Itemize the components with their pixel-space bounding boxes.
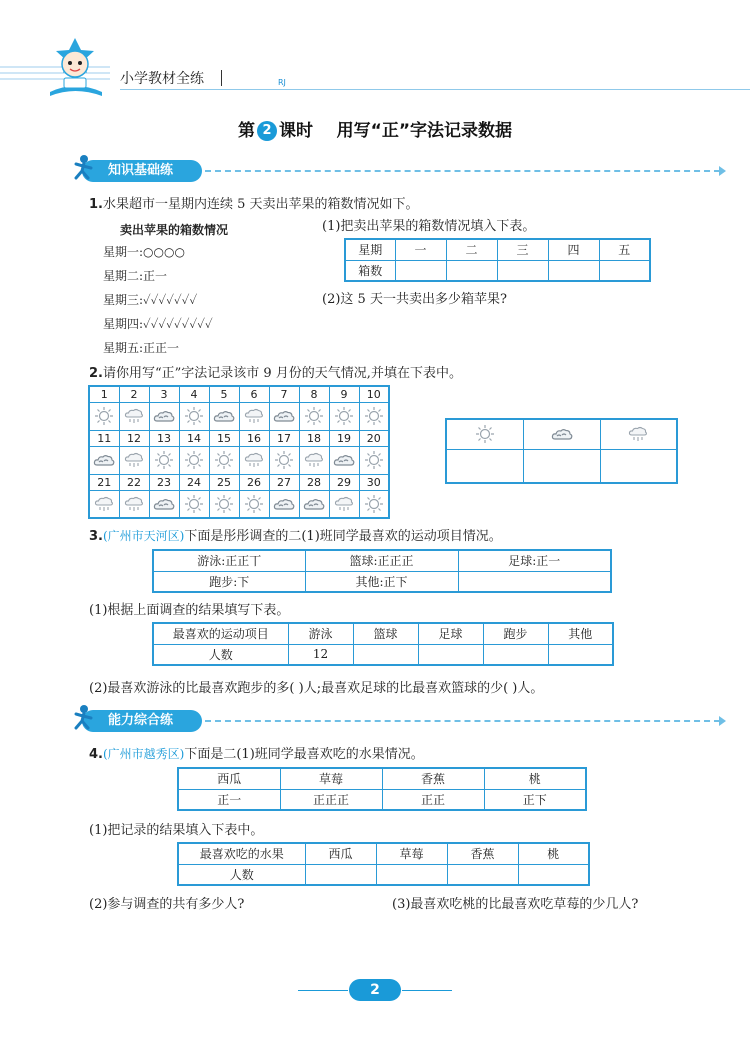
calendar-day-number: 14: [179, 430, 209, 446]
record-day: 星期三:: [103, 293, 144, 307]
record-row: [103, 288, 303, 312]
answer-cell[interactable]: [305, 864, 376, 885]
question-number: 2.: [89, 366, 103, 381]
calendar-day-number: 29: [329, 474, 359, 490]
rainy-icon: [299, 446, 329, 474]
q1-part1: (1)把卖出苹果的箱数情况填入下表。: [322, 219, 536, 234]
q4-part2: (2)参与调查的共有多少人?: [89, 897, 245, 912]
weather-tally-table: [445, 418, 678, 484]
calendar-day-number: 16: [239, 430, 269, 446]
answer-cell: 12: [288, 644, 353, 665]
answer-cell[interactable]: [353, 644, 418, 665]
calendar-day-number: 7: [269, 386, 299, 402]
calendar-day-number: 5: [209, 386, 239, 402]
section-ability-divider: [205, 720, 720, 722]
q3-part2: (2)最喜欢游泳的比最喜欢跑步的多( )人;最喜欢足球的比最喜欢篮球的少( )人。: [89, 681, 544, 696]
q1-answer-table: [344, 238, 651, 282]
calendar-day-number: 15: [209, 430, 239, 446]
sunny-icon: [269, 446, 299, 474]
header-rule: [120, 89, 750, 90]
rainy-icon: [119, 402, 149, 430]
sport-survey-table: [152, 549, 612, 593]
book-title: 小学教材全练: [120, 71, 204, 87]
q4-part1: (1)把记录的结果填入下表中。: [89, 823, 264, 838]
question-text: 请你用写“正”字法记录该市 9 月份的天气情况,并填在下表中。: [102, 366, 462, 381]
cloudy-icon: [149, 490, 179, 518]
q3-answer-table: [152, 622, 614, 666]
question-text: 下面是二(1)班同学最喜欢吃的水果情况。: [184, 747, 424, 762]
answer-cell[interactable]: [599, 260, 650, 281]
footer-line-left: [298, 990, 348, 991]
record-day: 星期一:: [103, 245, 144, 259]
calendar-day-number: 12: [119, 430, 149, 446]
survey-cell: 正下: [484, 789, 586, 810]
rainy-icon: [600, 419, 677, 449]
answer-cell[interactable]: [497, 260, 548, 281]
table-header-cell: 篮球: [353, 623, 418, 644]
calendar-day-number: 11: [89, 430, 119, 446]
table-header-cell: 三: [497, 239, 548, 260]
question-3: [89, 525, 502, 544]
record-row: [103, 240, 303, 264]
rainy-icon: [119, 490, 149, 518]
answer-cell[interactable]: [418, 644, 483, 665]
section-basic-tag: 知识基础练: [82, 160, 202, 182]
page-number: 2: [349, 979, 401, 1001]
rainy-icon: [239, 402, 269, 430]
question-source: (广州市越秀区): [102, 747, 185, 761]
answer-cell[interactable]: [447, 864, 518, 885]
calendar-day-number: 25: [209, 474, 239, 490]
sunny-icon: [359, 490, 389, 518]
question-text: 下面是彤彤调查的二(1)班同学最喜欢的运动项目情况。: [184, 529, 502, 544]
calendar-day-number: 8: [299, 386, 329, 402]
question-4: [89, 743, 424, 762]
survey-cell: 其他:正下: [305, 571, 458, 592]
table-header-cell: 香蕉: [447, 843, 518, 864]
rainy-icon: [89, 490, 119, 518]
lesson-title: [0, 116, 750, 141]
sunny-icon: [446, 419, 523, 449]
table-header-cell: 最喜欢吃的水果: [178, 843, 305, 864]
table-header-cell: 最喜欢的运动项目: [153, 623, 288, 644]
survey-cell: 游泳:正正丅: [153, 550, 305, 571]
calendar-day-number: 21: [89, 474, 119, 490]
sunny-icon: [299, 402, 329, 430]
calendar-day-number: 9: [329, 386, 359, 402]
table-header-cell: 游泳: [288, 623, 353, 644]
answer-cell[interactable]: [376, 864, 447, 885]
answer-cell[interactable]: [483, 644, 548, 665]
calendar-day-number: 24: [179, 474, 209, 490]
edition-label: RJ: [278, 78, 286, 87]
survey-cell: 正正正: [280, 789, 382, 810]
q3-part1: (1)根据上面调查的结果填写下表。: [89, 603, 290, 618]
table-header-cell: 香蕉: [382, 768, 484, 789]
sunny-icon: [179, 402, 209, 430]
survey-cell: 跑步:下: [153, 571, 305, 592]
header-divider: [221, 70, 222, 86]
calendar-day-number: 6: [239, 386, 269, 402]
sunny-icon: [359, 402, 389, 430]
survey-cell: 篮球:正正正: [305, 550, 458, 571]
section-ability-tag: 能力综合练: [82, 710, 202, 732]
table-header-cell: 草莓: [280, 768, 382, 789]
record-mark: ✓✓✓✓✓✓✓✓✓: [143, 317, 213, 331]
answer-cell[interactable]: [518, 864, 589, 885]
table-header-cell: 星期: [345, 239, 395, 260]
tally-cell[interactable]: [446, 449, 523, 483]
cloudy-icon: [299, 490, 329, 518]
table-header-cell: 足球: [418, 623, 483, 644]
record-day: 星期五:: [103, 341, 144, 355]
cloudy-icon: [149, 402, 179, 430]
question-source: (广州市天河区): [102, 529, 185, 543]
lesson-suffix: 课时: [278, 121, 313, 141]
table-header-cell: 西瓜: [178, 768, 280, 789]
runner-icon: [72, 704, 94, 730]
calendar-day-number: 18: [299, 430, 329, 446]
rainy-icon: [239, 446, 269, 474]
question-1: [89, 193, 419, 212]
calendar-day-number: 23: [149, 474, 179, 490]
calendar-day-number: 10: [359, 386, 389, 402]
rainy-icon: [329, 490, 359, 518]
sunny-icon: [89, 402, 119, 430]
table-header-cell: 跑步: [483, 623, 548, 644]
calendar-day-number: 26: [239, 474, 269, 490]
runner-icon: [72, 154, 94, 180]
record-title: 卖出苹果的箱数情况: [120, 223, 229, 237]
answer-cell[interactable]: [548, 260, 599, 281]
record-row: [103, 336, 303, 360]
sunny-icon: [239, 490, 269, 518]
lesson-topic: 用写“正”字法记录数据: [336, 121, 513, 141]
question-2: [89, 362, 462, 381]
table-header-cell: 二: [446, 239, 497, 260]
calendar-day-number: 30: [359, 474, 389, 490]
mascot-logo: [40, 34, 110, 98]
table-header-cell: 草莓: [376, 843, 447, 864]
survey-cell: 正正: [382, 789, 484, 810]
calendar-day-number: 20: [359, 430, 389, 446]
rainy-icon: [119, 446, 149, 474]
sunny-icon: [209, 490, 239, 518]
record-day: 星期四:: [103, 317, 144, 331]
fruit-survey-table: [177, 767, 587, 811]
calendar-day-number: 1: [89, 386, 119, 402]
calendar-day-number: 27: [269, 474, 299, 490]
weather-calendar: [88, 385, 390, 519]
table-header-cell: 西瓜: [305, 843, 376, 864]
calendar-day-number: 28: [299, 474, 329, 490]
table-header-cell: 桃: [484, 768, 586, 789]
table-header-cell: 桃: [518, 843, 589, 864]
tally-cell[interactable]: [600, 449, 677, 483]
sunny-icon: [149, 446, 179, 474]
table-row-label: 箱数: [345, 260, 395, 281]
cloudy-icon: [89, 446, 119, 474]
calendar-day-number: 17: [269, 430, 299, 446]
table-row-label: 人数: [153, 644, 288, 665]
sunny-icon: [359, 446, 389, 474]
arrow-right-icon: [719, 166, 726, 176]
q4-part3: (3)最喜欢吃桃的比最喜欢吃草莓的少几人?: [392, 897, 639, 912]
footer-line-right: [402, 990, 452, 991]
cloudy-icon: [209, 402, 239, 430]
calendar-day-number: 4: [179, 386, 209, 402]
table-row-label: 人数: [178, 864, 305, 885]
q1-part2: (2)这 5 天一共卖出多少箱苹果?: [322, 292, 507, 307]
sunny-icon: [329, 402, 359, 430]
lesson-number-badge: 2: [257, 121, 277, 141]
record-mark: 正正一: [143, 341, 180, 355]
sunny-icon: [179, 446, 209, 474]
calendar-day-number: 13: [149, 430, 179, 446]
section-basic-divider: [205, 170, 720, 172]
table-header-cell: 五: [599, 239, 650, 260]
calendar-day-number: 22: [119, 474, 149, 490]
tally-cell[interactable]: [523, 449, 600, 483]
record-day: 星期二:: [103, 269, 144, 283]
answer-cell[interactable]: [548, 644, 613, 665]
record-mark: ○○○○: [143, 245, 185, 259]
survey-cell: 足球:正一: [458, 550, 611, 571]
arrow-right-icon: [719, 716, 726, 726]
record-list: [103, 240, 303, 360]
cloudy-icon: [269, 490, 299, 518]
record-row: [103, 264, 303, 288]
survey-cell: [458, 571, 611, 592]
cloudy-icon: [269, 402, 299, 430]
table-header-cell: 一: [395, 239, 446, 260]
table-header-cell: 其他: [548, 623, 613, 644]
record-mark: 正一: [143, 269, 168, 283]
answer-cell[interactable]: [395, 260, 446, 281]
survey-cell: 正一: [178, 789, 280, 810]
calendar-day-number: 2: [119, 386, 149, 402]
question-number: 4.: [89, 747, 103, 762]
lesson-prefix: 第: [237, 121, 255, 141]
question-number: 1.: [89, 197, 103, 212]
calendar-day-number: 3: [149, 386, 179, 402]
answer-cell[interactable]: [446, 260, 497, 281]
question-number: 3.: [89, 529, 103, 544]
sunny-icon: [209, 446, 239, 474]
record-row: [103, 312, 303, 336]
calendar-day-number: 19: [329, 430, 359, 446]
question-text: 水果超市一星期内连续 5 天卖出苹果的箱数情况如下。: [102, 197, 419, 212]
q4-answer-table: [177, 842, 590, 886]
cloudy-icon: [329, 446, 359, 474]
sunny-icon: [179, 490, 209, 518]
record-mark: ✓✓✓✓✓✓✓: [143, 293, 198, 307]
table-header-cell: 四: [548, 239, 599, 260]
cloudy-icon: [523, 419, 600, 449]
